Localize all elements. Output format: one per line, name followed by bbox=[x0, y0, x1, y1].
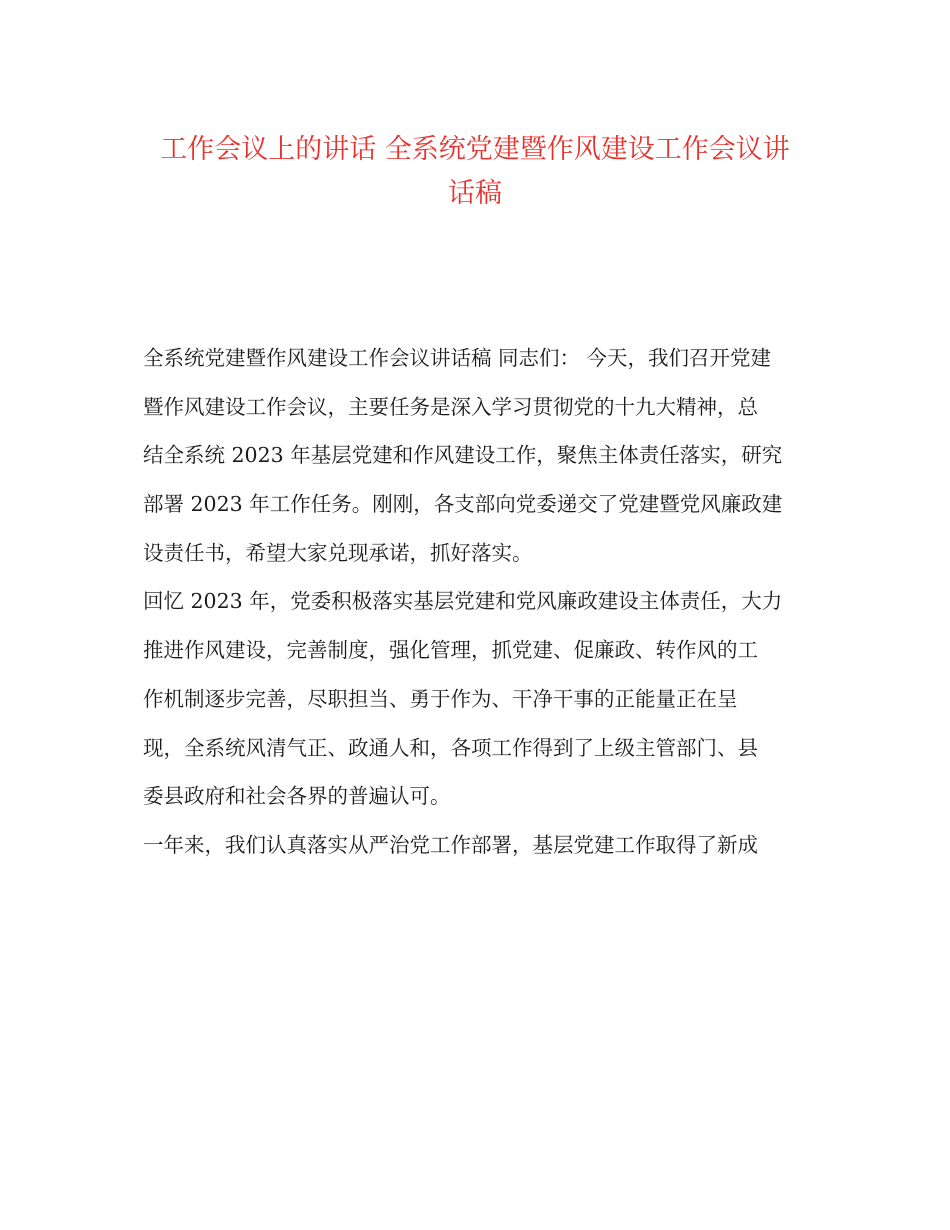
text-line: 委县政府和社会各界的普遍认可。 bbox=[143, 784, 451, 809]
paragraph-1 bbox=[143, 334, 809, 577]
text-line: 推进作风建设，完善制度，强化管理，抓党建、促廉政、转作风的工 bbox=[143, 638, 758, 663]
text-line: 暨作风建设工作会议，主要任务是深入学习贯彻党的十九大精神，总 bbox=[143, 394, 758, 419]
text-line: 现，全系统风清气正、政通人和，各项工作得到了上级主管部门、县 bbox=[143, 735, 758, 760]
text-line: 结全系统 2023 年基层党建和作风建设工作，聚焦主体责任落实，研究 bbox=[143, 443, 783, 468]
text-line: 设责任书，希望大家兑现承诺，抓好落实。 bbox=[143, 540, 533, 565]
text-line: 部署 2023 年工作任务。刚刚，各支部向党委递交了党建暨党风廉政建 bbox=[143, 492, 783, 517]
paragraph-3 bbox=[143, 821, 809, 870]
text-line: 回忆 2023 年，党委积极落实基层党建和党风廉政建设主体责任，大力 bbox=[143, 589, 783, 614]
text-line: 全系统党建暨作风建设工作会议讲话稿 同志们： 今天，我们召开党建 bbox=[143, 346, 772, 370]
document-title bbox=[140, 128, 810, 216]
document-body bbox=[143, 334, 809, 870]
title-line: 话稿 bbox=[448, 178, 502, 209]
text-line: 作机制逐步完善，尽职担当、勇于作为、干净干事的正能量正在呈 bbox=[143, 686, 738, 711]
paragraph-2 bbox=[143, 577, 809, 820]
text-line: 一年来，我们认真落实从严治党工作部署，基层党建工作取得了新成 bbox=[143, 832, 758, 857]
title-line: 工作会议上的讲话 全系统党建暨作风建设工作会议讲 bbox=[160, 134, 790, 165]
